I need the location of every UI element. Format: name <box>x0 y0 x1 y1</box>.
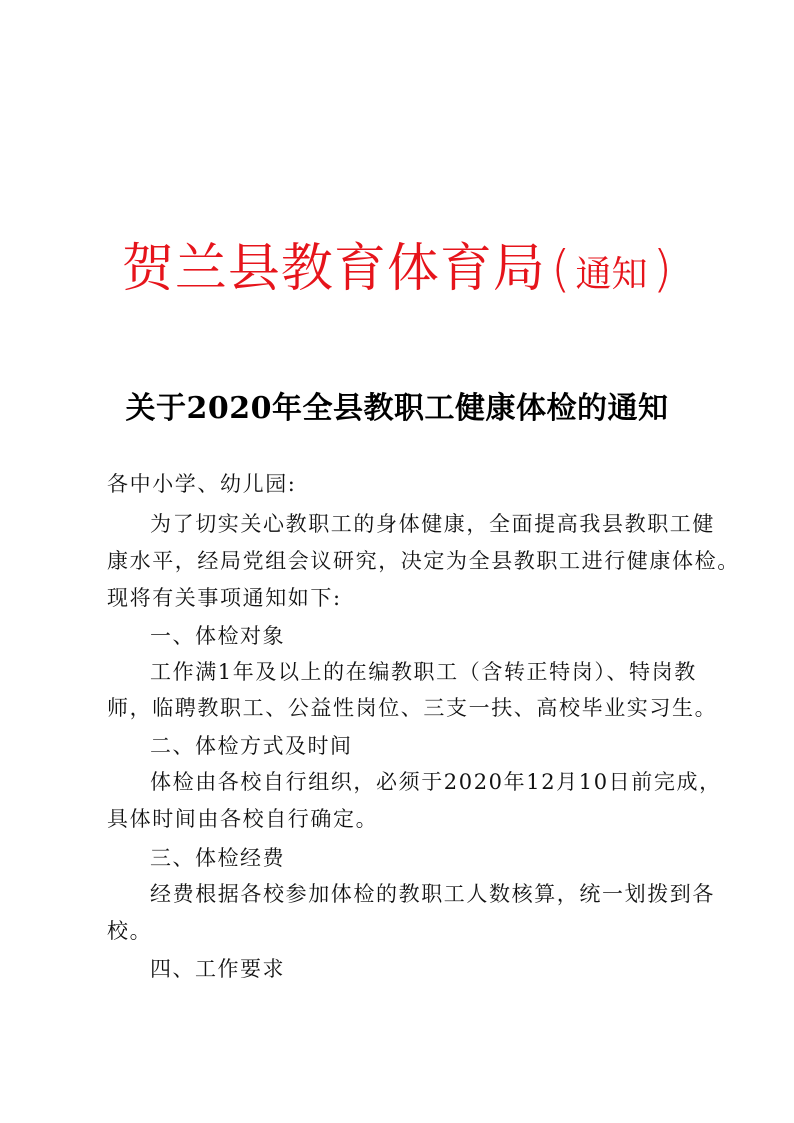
letterhead <box>0 226 794 301</box>
salutation: 各中小学、幼儿园: <box>107 472 297 496</box>
letterhead-paren-open: ( <box>550 240 571 298</box>
letterhead-org: 贺兰县教育体育局 <box>121 239 546 299</box>
section-1-line-2: 师，临聘教职工、公益性岗位、三支一扶、高校毕业实习生。 <box>107 696 718 720</box>
document-title: 关于2020年全县教职工健康体检的通知 <box>125 391 669 426</box>
section-heading-2: 二、体检方式及时间 <box>150 734 353 758</box>
letterhead-paren-close: ) <box>652 240 673 298</box>
section-1-line-1: 工作满1年及以上的在编教职工（含转正特岗）、特岗教 <box>150 660 697 684</box>
section-heading-3: 三、体检经费 <box>150 846 285 870</box>
intro-line-3: 现将有关事项通知如下: <box>107 586 342 610</box>
intro-line-2: 康水平，经局党组会议研究，决定为全县教职工进行健康体检。 <box>107 549 740 573</box>
section-heading-1: 一、体检对象 <box>150 624 285 648</box>
letterhead-doc-type: 通知 <box>575 254 648 295</box>
section-2-line-2: 具体时间由各校自行确定。 <box>107 807 379 831</box>
section-2-line-1: 体检由各校自行组织，必须于2020年12月10日前完成， <box>150 770 722 794</box>
section-3-line-1: 经费根据各校参加体检的教职工人数核算，统一划拨到各 <box>150 882 715 906</box>
section-heading-4: 四、工作要求 <box>150 957 285 981</box>
intro-line-1: 为了切实关心教职工的身体健康，全面提高我县教职工健 <box>150 512 715 536</box>
section-3-line-2: 校。 <box>107 919 153 943</box>
